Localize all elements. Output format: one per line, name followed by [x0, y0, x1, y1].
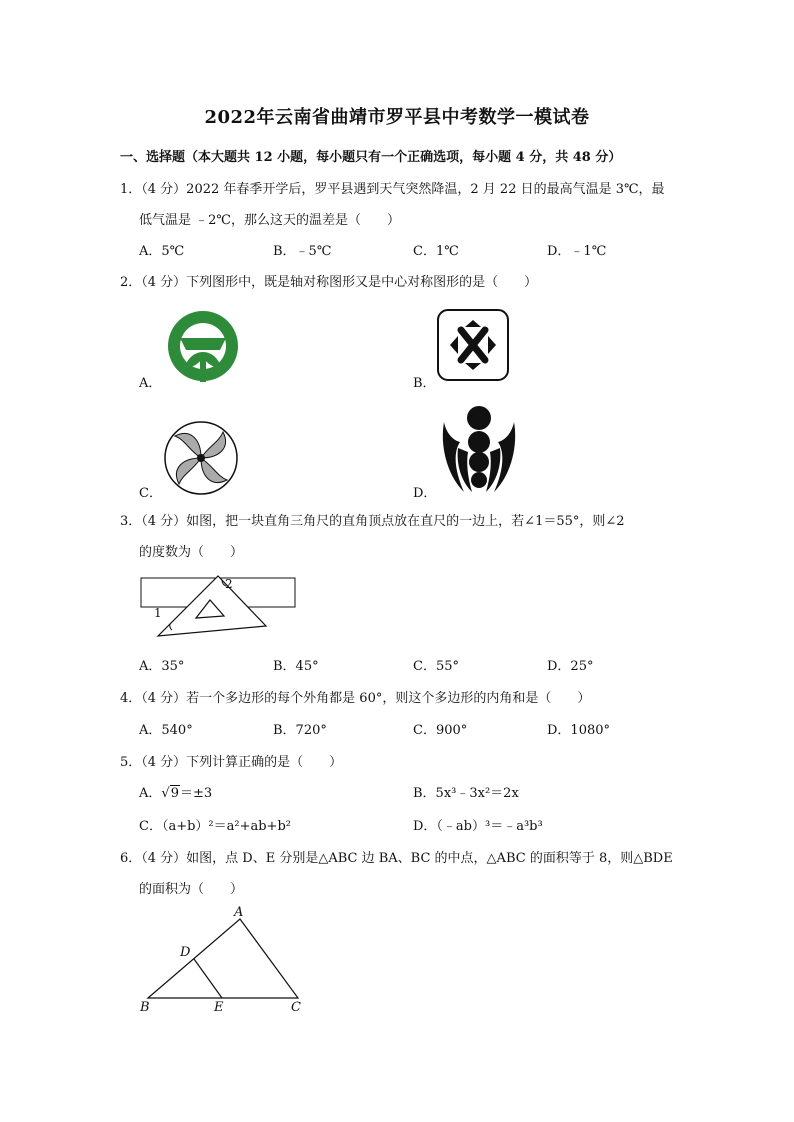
question-1-option-c: C．1℃ [413, 244, 459, 259]
cross-symbol-figure-b [436, 308, 510, 382]
question-6-line-1: 6．（4 分）如图，点 D、E 分别是△ABC 边 BA、BC 的中点，△ABC 的面积等于 8，则△BDE [120, 851, 673, 866]
question-4-option-d: D．1080° [547, 723, 611, 738]
question-5-option-b: B．5x³﹣3x²＝2x [413, 786, 519, 801]
flame-figure-d [438, 404, 520, 496]
point-a-label: A [234, 905, 244, 920]
question-1-option-b: B．﹣5℃ [273, 244, 332, 259]
question-3-option-b: B．45° [273, 659, 319, 674]
question-3-line-1: 3．（4 分）如图，把一块直角三角尺的直角顶点放在直尺的一边上，若∠1＝55°，则∠2 [120, 514, 625, 529]
green-logo-figure-a [165, 308, 241, 384]
question-1-line-1: 1．（4 分）2022 年春季开学后，罗平县遇到天气突然降温，2 月 22 日的最高气温是 3℃，最 [120, 182, 665, 197]
question-2-label-a: A． [139, 376, 162, 391]
question-3-option-c: C．55° [413, 659, 459, 674]
question-5-option-d: D．（﹣ab）³＝﹣a³b³ [413, 819, 543, 834]
question-1-option-d: D．﹣1℃ [547, 244, 607, 259]
question-5-option-c: C．（a+b）²＝a²+ab+b² [139, 819, 291, 834]
question-2-label-b: B． [413, 376, 436, 391]
swirl-circle-figure-c [163, 420, 239, 496]
question-4-option-c: C．900° [413, 723, 468, 738]
question-3-line-2: 的度数为（ ） [139, 545, 244, 560]
question-4-option-b: B．720° [273, 723, 327, 738]
point-c-label: C [291, 1000, 301, 1015]
question-4-line-1: 4．（4 分）若一个多边形的每个外角都是 60°，则这个多边形的内角和是（ ） [120, 691, 591, 706]
question-6-line-2: 的面积为（ ） [139, 882, 244, 897]
question-5-line-1: 5．（4 分）下列计算正确的是（ ） [120, 755, 343, 770]
angle-2-label: 2 [225, 577, 233, 591]
point-b-label: B [140, 1000, 150, 1015]
question-2-label-d: D． [413, 486, 437, 501]
square-root-symbol: √9 [161, 786, 179, 801]
page-title: 2022年云南省曲靖市罗平县中考数学一模试卷 [204, 107, 590, 128]
question-3-option-d: D．25° [547, 659, 594, 674]
question-3-option-a: A．35° [139, 659, 185, 674]
question-2-label-c: C． [139, 486, 162, 501]
question-1-option-a: A．5℃ [139, 244, 185, 259]
ruler-triangle-figure [140, 574, 300, 642]
section-heading: 一、选择题（本大题共 12 小题，每小题只有一个正确选项，每小题 4 分，共 48 分） [120, 150, 622, 165]
question-5-option-a-prefix: A． [139, 786, 162, 801]
question-1-line-2: 低气温是 ﹣2℃，那么这天的温差是（ ） [139, 213, 400, 228]
point-e-label: E [214, 1000, 224, 1015]
question-4-option-a: A．540° [139, 723, 193, 738]
angle-1-label: 1 [154, 606, 162, 620]
question-5-option-a [139, 782, 212, 801]
point-d-label: D [180, 945, 191, 960]
question-2-line-1: 2．（4 分）下列图形中，既是轴对称图形又是中心对称图形的是（ ） [120, 275, 538, 290]
square-root-radicand: 9 [170, 786, 179, 801]
question-5-option-a-rest: ＝±3 [179, 786, 213, 801]
